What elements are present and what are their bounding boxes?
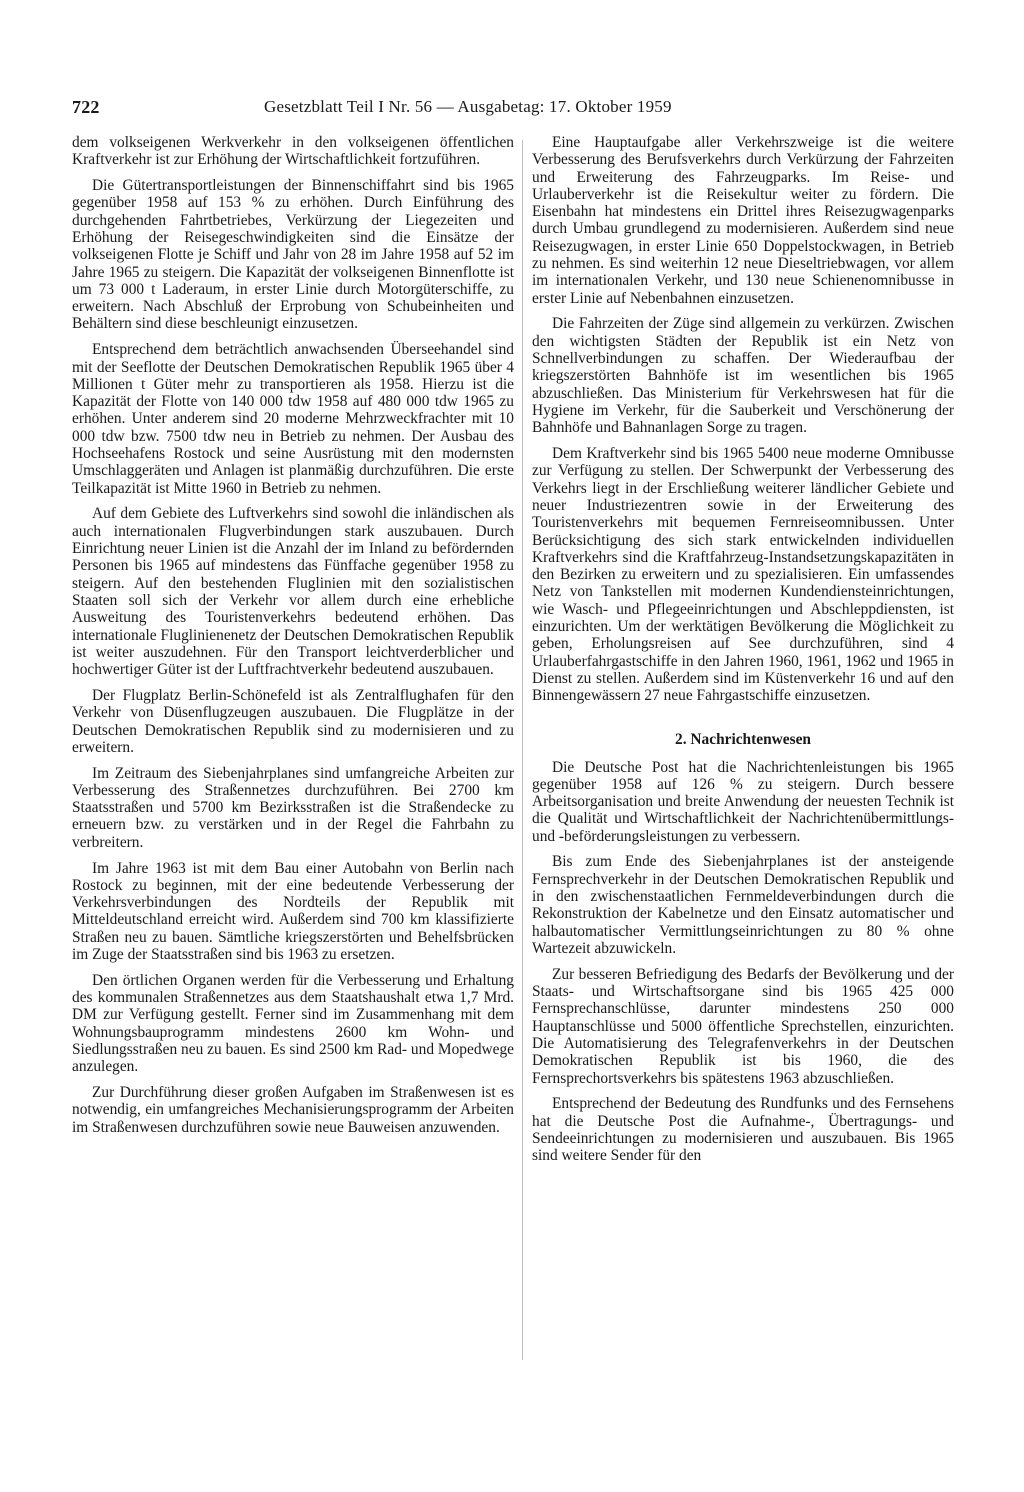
paragraph: Im Jahre 1963 ist mit dem Bau einer Autobahn von Berlin nach Rostock zu beginnen, mit der eine bedeutende Verbesserung der Verkehrsverbindungen des Nordteils der Republik mit Mitteldeutschland erreicht wird. Außerdem sind 700 km klassifizierte Straßen neu zu bauen. Sämtliche kriegszerstörten und Behelfsbrücken im Zuge der Staatsstraßen sind bis 1963 zu ersetzen.: [72, 859, 514, 964]
column-divider: [522, 140, 523, 1360]
paragraph: Entsprechend der Bedeutung des Rundfunks und des Fernsehens hat die Deutsche Post die Aufnahme-, Übertragungs- und Sendeeinrichtungen zu modernisieren und auszubauen. Bis 1965 sind weitere Sender für den: [532, 1095, 954, 1165]
left-column: [72, 134, 514, 1145]
paragraph: Die Fahrzeiten der Züge sind allgemein zu verkürzen. Zwischen den wichtigsten Städten der Republik ist ein Netz von Schnellverbindungen zu schaffen. Der Wiederaufbau der kriegszerstörten Bahnhöfe ist im wesentlichen bis 1965 abzuschließen. Das Ministerium für Verkehrswesen hat für die Hygiene im Verkehr, für die Sauberkeit und Verschönerung der Bahnhöfe und Bahnanlagen Sorge zu tragen.: [532, 315, 954, 437]
page-header: [72, 97, 952, 127]
paragraph: Auf dem Gebiete des Luftverkehrs sind sowohl die inländischen als auch internationalen Flugverbindungen stark auszubauen. Durch Einrichtung neuer Linien ist die Anzahl der im Inland zu befördernden Personen bis 1965 auf mindestens das Fünffache gegenüber 1958 zu steigern. Auf den bestehenden Fluglinien mit den sozialistischen Staaten soll sich der Verkehr vor allem durch eine erhebliche Ausweitung des Touristenverkehrs bedeutend erhöhen. Das internationale Fluglinienenetz der Deutschen Demokratischen Republik ist weiter auszudehnen. Für den Transport leichtverderblicher und hochwertiger Güter ist der Luftfrachtverkehr bedeutend auszubauen.: [72, 505, 514, 679]
running-head: Gesetzblatt Teil I Nr. 56 — Ausgabetag: 17. Oktober 1959: [264, 97, 672, 116]
right-column: [532, 134, 954, 1173]
section-heading: 2. Nachrichtenwesen: [675, 730, 811, 748]
paragraph: Die Gütertransportleistungen der Binnenschiffahrt sind bis 1965 gegenüber 1958 auf 153 % zu erhöhen. Durch Einführung des durchgehenden Fahrtbetriebes, Verkürzung der Liegezeiten und Erhöhung der Reisegeschwindigkeiten sind die Einsätze der volkseigenen Flotte je Schiff und Jahr von 28 im Jahre 1958 auf 52 im Jahre 1965 zu steigern. Die Kapazität der volkseigenen Binnenflotte ist um 73 000 t Laderaum, in erster Linie durch Motorgüterschiffe, zu erweitern. Nach Abschluß der Erprobung von Schubeinheiten und Behältern sind diese beschleunigt einzusetzen.: [72, 177, 514, 333]
paragraph: Bis zum Ende des Siebenjahrplanes ist der ansteigende Fernsprechverkehr in der Deutschen Demokratischen Republik und in den zwischenstaatlichen Fernmeldeverbindungen durch die Rekonstruktion der Kabelnetze und den Einsatz automatischer und halbautomatischer Vermittlungseinrichtungen zu 80 % ohne Wartezeit abzuwickeln.: [532, 853, 954, 957]
page-number: 722: [72, 97, 100, 117]
paragraph: Die Deutsche Post hat die Nachrichtenleistungen bis 1965 gegenüber 1958 auf 126 % zu steigern. Durch bessere Arbeitsorganisation und breite Anwendung der neuesten Technik ist die Qualität und Wirtschaftlichkeit der Nachrichtenübermittlungs- und -beförderungsleistungen zu verbessern.: [532, 758, 954, 845]
paragraph: Entsprechend dem beträchtlich anwachsenden Überseehandel sind mit der Seeflotte der Deutschen Demokratischen Republik 1965 über 4 Millionen t Güter mehr zu transportieren als 1958. Hierzu ist die Kapazität der Flotte von 140 000 tdw 1958 auf 480 000 tdw 1965 zu erhöhen. Unter anderem sind 20 moderne Mehrzweckfrachter mit 10 000 tdw bzw. 7500 tdw neu in Betrieb zu nehmen. Der Ausbau des Hochseehafens Rostock und seine Ausrüstung mit den modernsten Umschlaggeräten und Anlagen ist planmäßig durchzuführen. Die erste Teilkapazität ist Mitte 1960 in Betrieb zu nehmen.: [72, 341, 514, 497]
paragraph: Zur Durchführung dieser großen Aufgaben im Straßenwesen ist es notwendig, ein umfangreiches Mechanisierungsprogramm der Arbeiten im Straßenwesen durchzuführen sowie neue Bauweisen anzuwenden.: [72, 1084, 514, 1136]
paragraph: Der Flugplatz Berlin-Schönefeld ist als Zentralflughafen für den Verkehr von Düsenflugzeugen auszubauen. Die Flugplätze in der Deutschen Demokratischen Republik sind zu modernisieren und zu erweitern.: [72, 686, 514, 756]
paragraph: Dem Kraftverkehr sind bis 1965 5400 neue moderne Omnibusse zur Verfügung zu stellen. Der Schwerpunkt der Verbesserung des Verkehrs liegt in der Erschließung weiterer ländlicher Gebiete und neuer Industriezentren sowie in der Erweiterung des Touristenverkehrs mit bequemen Fernreiseomnibussen. Unter Berücksichtigung des sich stark entwickelnden individuellen Kraftverkehrs sind die Kraftfahrzeug-Instandsetzungskapazitäten in den Bezirken zu erweitern und zu spezialisieren. Ein umfassendes Netz von Tankstellen mit modernen Kundendiensteinrichtungen, wie Wasch- und Pflegeeinrichtungen und Abschleppdiensten, ist einzurichten. Um der werktätigen Bevölkerung die Möglichkeit zu geben, Erholungsreisen auf See durchzuführen, sind 4 Urlauberfahrgastschiffe in den Jahren 1960, 1961, 1962 und 1965 in Dienst zu stellen. Außerdem sind im Küstenverkehr 16 und auf den Binnengewässern 27 neue Fahrgastschiffe einzusetzen.: [532, 445, 954, 705]
paragraph: dem volkseigenen Werkverkehr in den volkseigenen öffentlichen Kraftverkehr ist zur Erhöhung der Wirtschaftlichkeit fortzuführen.: [72, 134, 514, 169]
paragraph: Im Zeitraum des Siebenjahrplanes sind umfangreiche Arbeiten zur Verbesserung des Straßennetzes durchzuführen. Bei 2700 km Staatsstraßen und 5700 km Bezirksstraßen ist die Straßendecke zu erneuern bzw. zu verstärken und in der Regel die Fahrbahn zu verbreitern.: [72, 764, 514, 851]
paragraph: Eine Hauptaufgabe aller Verkehrszweige ist die weitere Verbesserung des Berufsverkehrs durch Verkürzung der Fahrzeiten und Erweiterung des Fahrzeugparks. Im Reise- und Urlauberverkehr ist die Reisekultur weiter zu fördern. Die Eisenbahn hat mindestens ein Drittel ihres Reisezugwagenparks durch Umbau grundlegend zu modernisieren. Außerdem sind neue Reisezugwagen, in erster Linie 650 Doppelstockwagen, in Betrieb zu nehmen. Es sind weiterhin 12 neue Dieseltriebwagen, vor allem im internationalen Verkehr, und 130 neue Schienenomnibusse in erster Linie auf Nebenbahnen einzusetzen.: [532, 134, 954, 307]
paragraph: Den örtlichen Organen werden für die Verbesserung und Erhaltung des kommunalen Straßennetzes aus dem Staatshaushalt etwa 1,7 Mrd. DM zur Verfügung gestellt. Ferner sind im Zusammenhang mit dem Wohnungsbauprogramm mindestens 2600 km Wohn- und Siedlungsstraßen neu zu bauen. Es sind 2500 km Rad- und Mopedwege anzulegen.: [72, 971, 514, 1076]
paragraph: Zur besseren Befriedigung des Bedarfs der Bevölkerung und der Staats- und Wirtschaftsorgane sind bis 1965 425 000 Fernsprechanschlüsse, darunter mindestens 250 000 Hauptanschlüsse und 5000 öffentliche Sprechstellen, einzurichten. Die Automatisierung des Telegrafenverkehrs in der Deutschen Demokratischen Republik ist bis 1960, die des Fernsprechortsverkehrs bis spätestens 1963 abzuschließen.: [532, 965, 954, 1087]
